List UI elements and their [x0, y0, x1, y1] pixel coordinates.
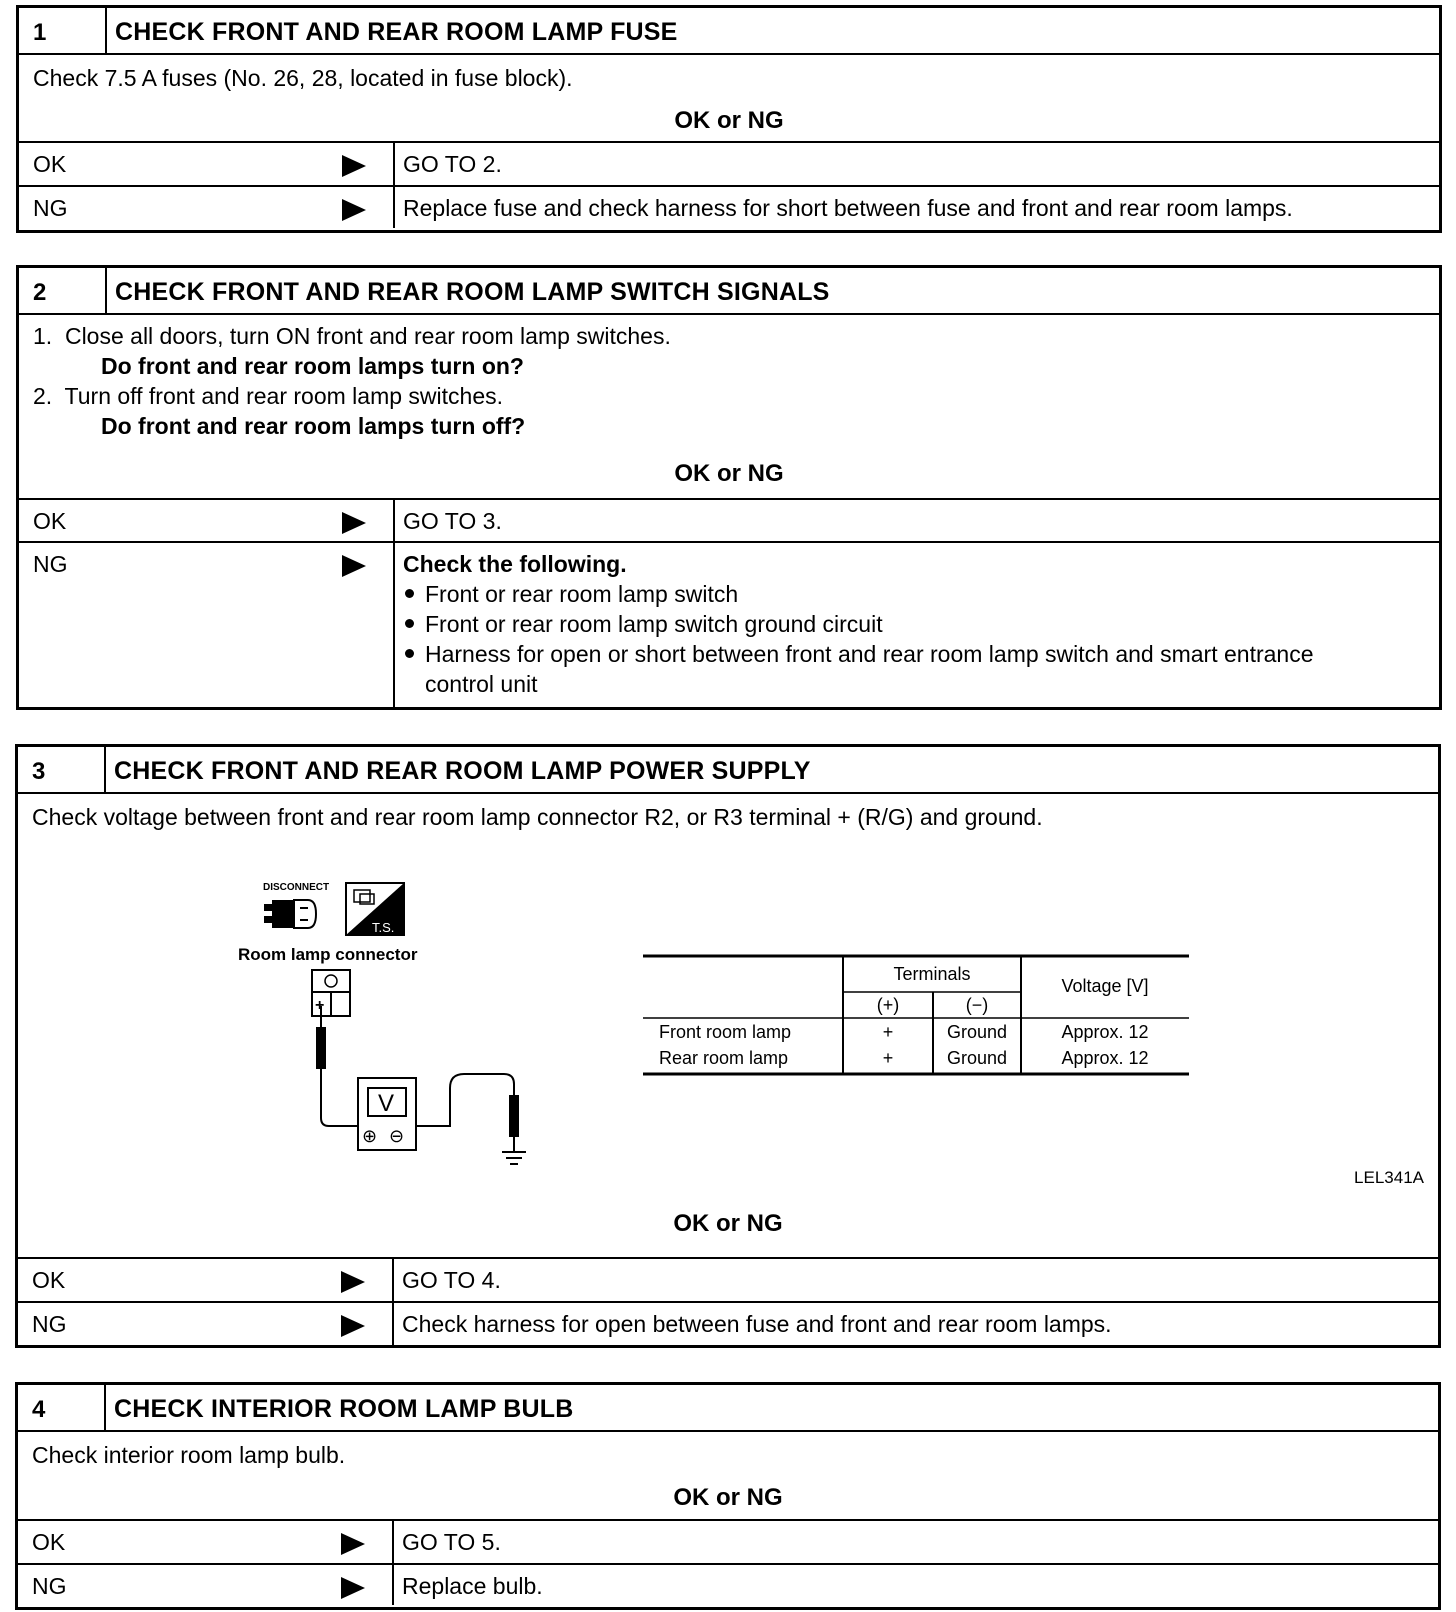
step-3-ok-label-cell	[18, 1259, 394, 1301]
plus-header: (+)	[876, 995, 900, 1015]
step-4-header	[18, 1385, 1438, 1432]
step-2-header	[19, 268, 1439, 315]
step-3-instruction: Check voltage between front and rear room lamp connector R2, or R3 terminal + (R/G) and ground.	[32, 804, 1043, 830]
step-2-body	[19, 315, 1439, 498]
step-2-ng-heading: Check the following.	[403, 551, 627, 577]
step-2-ok-label: OK	[33, 508, 67, 534]
voltmeter-icon	[358, 1078, 416, 1150]
step-4-ng-label: NG	[32, 1573, 67, 1599]
step-4-body	[18, 1432, 1438, 1519]
step-2-ng-item-2: Front or rear room lamp switch ground circuit	[425, 611, 883, 637]
step-3-ng-action: Check harness for open between fuse and front and rear room lamps.	[402, 1311, 1112, 1337]
table-row-2-plus: +	[882, 1048, 894, 1068]
step-2-instruction-2: 2. Turn off front and rear room lamp switches.	[33, 383, 504, 409]
bullet-icon	[405, 589, 414, 598]
arrow-right-icon	[342, 155, 366, 177]
step-3-ok-row	[18, 1257, 1438, 1301]
step-1-body	[19, 55, 1439, 141]
bullet-icon	[405, 649, 414, 658]
step-4-ng-action: Replace bulb.	[402, 1573, 543, 1599]
arrow-right-icon	[341, 1315, 365, 1337]
step-1-instruction: Check 7.5 A fuses (No. 26, 28, located in fuse block).	[33, 65, 573, 91]
list-item	[403, 579, 1439, 609]
arrow-right-icon	[342, 512, 366, 534]
step-1-ng-label: NG	[33, 195, 68, 221]
step-2-ng-action	[395, 543, 1439, 707]
step-4-instruction: Check interior room lamp bulb.	[32, 1442, 346, 1468]
table-row-1-name: Front room lamp	[659, 1022, 792, 1042]
step-1-title: CHECK FRONT AND REAR ROOM LAMP FUSE	[115, 18, 678, 46]
step-3-ng-label: NG	[32, 1311, 67, 1337]
step-3-number: 3	[18, 747, 106, 792]
meter-minus-icon: ⊖	[389, 1126, 405, 1147]
step-2-ok-row	[19, 498, 1439, 541]
table-row-2-voltage: Approx. 12	[1061, 1048, 1149, 1068]
step-2-ok-action: GO TO 3.	[403, 508, 502, 534]
step-4-ok-label: OK	[32, 1529, 66, 1555]
step-3-ok-label: OK	[32, 1267, 66, 1293]
step-1-ng-action: Replace fuse and check harness for short between fuse and front and rear room lamps.	[403, 195, 1293, 221]
step-2-ng-row	[19, 541, 1439, 707]
ts-label: T.S.	[372, 920, 395, 935]
step-3-body	[18, 794, 1438, 1257]
step-1-ng-label-cell	[19, 187, 395, 228]
step-1-ok-action: GO TO 2.	[403, 151, 502, 177]
step-4-ok-label-cell	[18, 1521, 394, 1563]
voltage-header: Voltage [V]	[1061, 976, 1149, 996]
voltage-check-diagram	[228, 878, 528, 1168]
voltage-table	[643, 954, 1189, 1076]
step-2-instruction-1: 1. Close all doors, turn ON front and rear room lamp switches.	[33, 323, 671, 349]
table-row-2-minus: Ground	[946, 1048, 1008, 1068]
probe-lead	[317, 1006, 358, 1126]
bullet-icon	[405, 619, 414, 628]
step-4-ok-action: GO TO 5.	[402, 1529, 501, 1555]
arrow-right-icon	[342, 199, 366, 221]
step-2-ng-label: NG	[33, 551, 68, 577]
step-2-question-2: Do front and rear room lamps turn off?	[101, 413, 526, 439]
arrow-right-icon	[342, 555, 366, 577]
step-3-box	[15, 744, 1441, 1348]
step-4-ok-row	[18, 1519, 1438, 1563]
step-1-header	[19, 8, 1439, 55]
step-3-ng-label-cell	[18, 1303, 394, 1345]
step-2-ng-label-cell	[19, 543, 395, 707]
table-row-1-voltage: Approx. 12	[1061, 1022, 1149, 1042]
step-2-number: 2	[19, 268, 107, 313]
table-row-2-name: Rear room lamp	[659, 1048, 789, 1068]
connector-label: Room lamp connector	[238, 945, 418, 964]
step-2-ok-or-ng: OK or NG	[674, 460, 784, 487]
step-4-box	[15, 1382, 1441, 1610]
test-system-icon	[346, 883, 404, 935]
step-1-box	[16, 5, 1442, 233]
minus-header: (−)	[965, 995, 989, 1015]
step-4-ok-or-ng: OK or NG	[673, 1484, 783, 1511]
step-2-question-1: Do front and rear room lamps turn on?	[101, 353, 524, 379]
room-lamp-connector-icon	[312, 970, 350, 1016]
step-3-title: CHECK FRONT AND REAR ROOM LAMP POWER SUPPLY	[114, 757, 811, 785]
list-item	[403, 609, 1439, 639]
step-3-header	[18, 747, 1438, 794]
disconnect-label: DISCONNECT	[263, 882, 330, 893]
meter-plus-icon: ⊕	[362, 1126, 378, 1147]
step-2-title: CHECK FRONT AND REAR ROOM LAMP SWITCH SIGNALS	[115, 278, 830, 306]
step-1-number: 1	[19, 8, 107, 53]
step-3-ok-or-ng: OK or NG	[673, 1210, 783, 1237]
step-2-box	[16, 265, 1442, 710]
voltmeter-label: V	[378, 1090, 395, 1117]
ground-lead	[416, 1074, 518, 1152]
terminals-header: Terminals	[893, 964, 971, 984]
step-1-ok-or-ng: OK or NG	[674, 107, 784, 134]
arrow-right-icon	[341, 1271, 365, 1293]
step-2-ok-label-cell	[19, 500, 395, 541]
disconnect-connector-icon	[264, 900, 316, 928]
step-1-ok-label-cell	[19, 143, 395, 185]
step-4-ng-row	[18, 1563, 1438, 1605]
step-3-ok-action: GO TO 4.	[402, 1267, 501, 1293]
table-row-1-plus: +	[882, 1022, 894, 1042]
step-4-ng-label-cell	[18, 1565, 394, 1605]
step-2-ng-item-1: Front or rear room lamp switch	[425, 581, 739, 607]
arrow-right-icon	[341, 1577, 365, 1599]
connector-plus-symbol: +	[315, 997, 325, 1014]
step-4-title: CHECK INTERIOR ROOM LAMP BULB	[114, 1395, 574, 1423]
step-1-ok-label: OK	[33, 151, 67, 177]
table-row-1-minus: Ground	[946, 1022, 1008, 1042]
step-2-ng-item-3: Harness for open or short between front and rear room lamp switch and smart entrance control unit	[425, 641, 1314, 697]
figure-id: LEL341A	[1354, 1168, 1424, 1187]
arrow-right-icon	[341, 1533, 365, 1555]
step-3-ng-row	[18, 1301, 1438, 1345]
list-item	[403, 639, 1439, 699]
ground-icon	[502, 1152, 526, 1164]
step-1-ok-row	[19, 141, 1439, 185]
step-4-number: 4	[18, 1385, 106, 1430]
step-1-ng-row	[19, 185, 1439, 228]
